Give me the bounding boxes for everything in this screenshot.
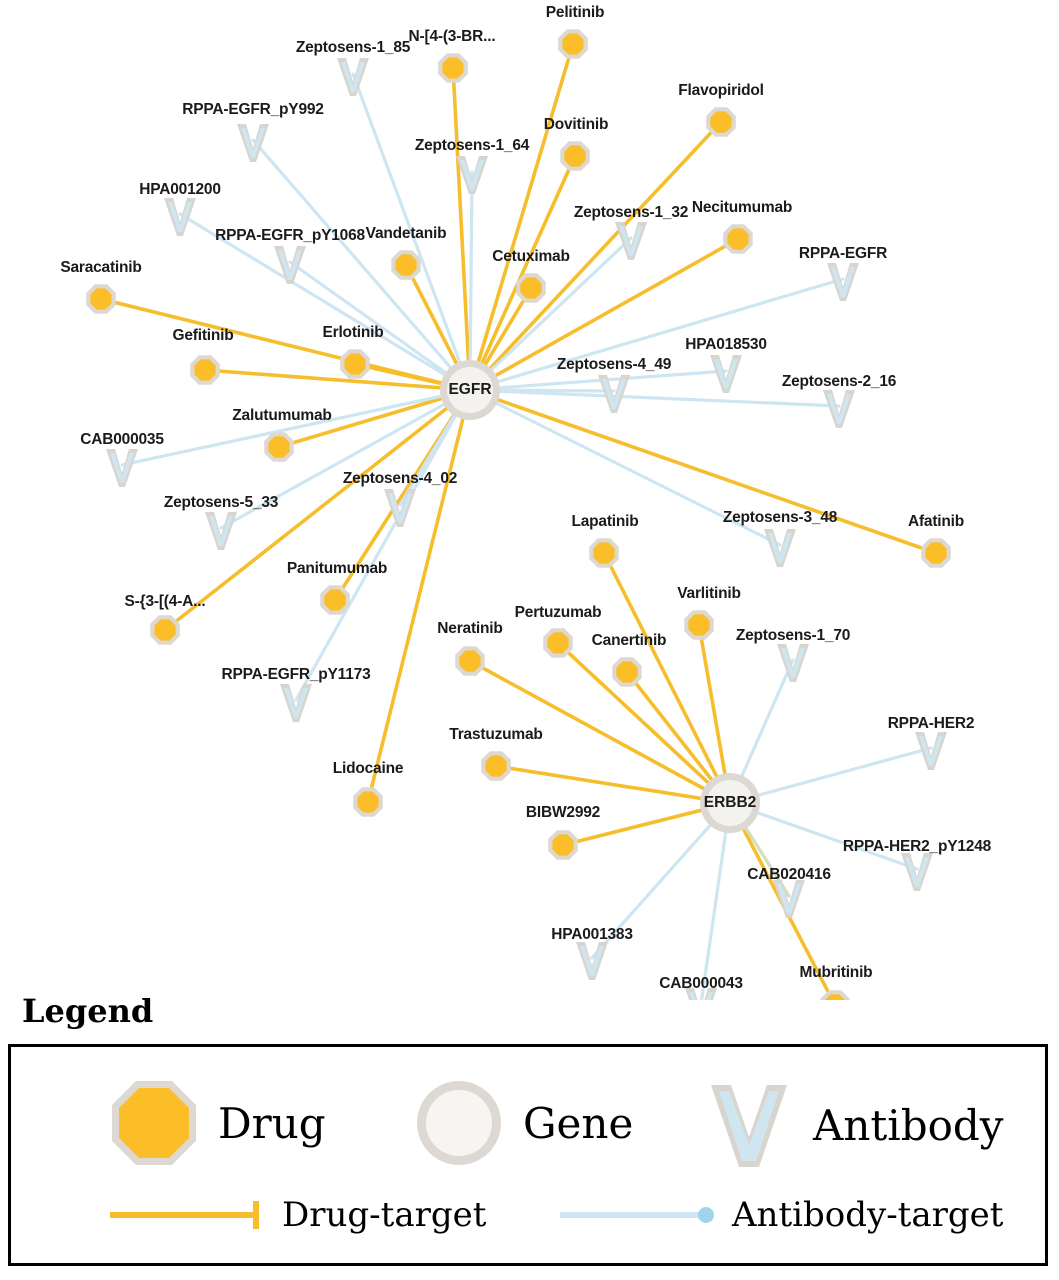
- antibody-node[interactable]: [205, 512, 237, 550]
- antibody-label: Zeptosens-4_02: [342, 470, 458, 487]
- drug-target-edge: [453, 68, 470, 390]
- drug-label: Zalutumumab: [232, 407, 332, 424]
- gene-label: EGFR: [448, 381, 492, 398]
- antibody-label: HPA001383: [551, 926, 633, 943]
- legend-antibody-target: [556, 1195, 1003, 1235]
- legend-drug: [106, 1075, 326, 1171]
- drug-label: Trastuzumab: [449, 726, 543, 743]
- drug-node[interactable]: [455, 646, 485, 676]
- antibody-node[interactable]: [764, 529, 796, 567]
- drug-node[interactable]: [150, 615, 180, 645]
- drug-node[interactable]: [820, 990, 850, 1000]
- antibody-label: Zeptosens-2_16: [781, 373, 897, 390]
- drug-label: Varlitinib: [677, 585, 741, 602]
- drug-label: Saracatinib: [60, 259, 142, 276]
- antibody-node[interactable]: [901, 853, 933, 891]
- legend-box: [8, 1044, 1048, 1266]
- legend-edges-row: [11, 1195, 1045, 1255]
- antibody-node[interactable]: [576, 942, 608, 980]
- antibody-label: RPPA-EGFR_pY1068: [215, 227, 365, 244]
- antibody-node[interactable]: [615, 222, 647, 260]
- drug-label: Necitumumab: [691, 199, 793, 216]
- drug-label: Afatinib: [907, 513, 965, 530]
- drug-target-edge: [470, 390, 936, 553]
- drug-node[interactable]: [706, 107, 736, 137]
- drug-target-edge: [470, 44, 573, 390]
- antibody-label: RPPA-EGFR_pY1173: [221, 666, 371, 683]
- antibody-label: RPPA-EGFR: [798, 245, 888, 262]
- drug-node[interactable]: [612, 657, 642, 687]
- drug-label: Lidocaine: [332, 760, 404, 777]
- antibody-node[interactable]: [773, 880, 805, 918]
- legend-drug-target-label: Drug-target: [282, 1195, 487, 1235]
- antibody-target-edge: [353, 74, 470, 390]
- legend-gene-label: Gene: [523, 1098, 634, 1148]
- antibody-label: Zeptosens-1_85: [295, 39, 411, 56]
- antibody-target-edge: [592, 803, 730, 958]
- drug-label: Panitumumab: [286, 560, 388, 577]
- antibody-label: CAB000035: [80, 431, 164, 448]
- antibody-label: RPPA-HER2: [887, 715, 975, 732]
- antibody-label: HPA018530: [685, 336, 767, 353]
- antibody-node[interactable]: [106, 449, 138, 487]
- legend-drug-label: Drug: [218, 1098, 326, 1148]
- antibody-target-edge: [470, 172, 472, 390]
- antibody-node[interactable]: [710, 355, 742, 393]
- antibody-label: Zeptosens-3_48: [722, 509, 838, 526]
- drug-label: Lapatinib: [571, 513, 639, 530]
- drug-label: Pertuzumab: [514, 604, 602, 621]
- legend-antibody: [701, 1075, 1003, 1175]
- antibody-node[interactable]: [274, 246, 306, 284]
- drug-node[interactable]: [516, 273, 546, 303]
- drug-node[interactable]: [558, 29, 588, 59]
- antibody-label: RPPA-HER2_pY1248: [842, 838, 992, 855]
- drug-node[interactable]: [320, 585, 350, 615]
- drug-label: N-[4-(3-BR...: [408, 28, 496, 45]
- drug-node[interactable]: [190, 355, 220, 385]
- legend-drug-target: [106, 1195, 486, 1235]
- drug-label: Neratinib: [437, 620, 503, 637]
- drug-label: Dovitinib: [543, 116, 609, 133]
- gene-label: ERBB2: [703, 794, 757, 811]
- antibody-node[interactable]: [280, 684, 312, 722]
- drug-label: Flavopiridol: [678, 82, 764, 99]
- antibody-label: RPPA-EGFR_pY992: [182, 101, 324, 118]
- circle-icon: [411, 1075, 507, 1171]
- drug-target-edge: [165, 390, 470, 630]
- drug-node[interactable]: [391, 250, 421, 280]
- drug-node[interactable]: [340, 349, 370, 379]
- drug-node[interactable]: [543, 628, 573, 658]
- drug-label: Canertinib: [591, 632, 667, 649]
- antibody-node[interactable]: [823, 390, 855, 428]
- drug-label: Mubritinib: [799, 964, 873, 981]
- drug-node[interactable]: [921, 538, 951, 568]
- legend-title: Legend: [22, 992, 154, 1030]
- legend-gene: [411, 1075, 633, 1171]
- antibody-label: Zeptosens-1_64: [414, 137, 530, 154]
- drug-node[interactable]: [723, 224, 753, 254]
- drug-node[interactable]: [353, 787, 383, 817]
- drug-label: Cetuximab: [492, 248, 570, 265]
- drug-node[interactable]: [548, 830, 578, 860]
- drug-target-edge: [470, 156, 575, 390]
- antibody-node[interactable]: [237, 124, 269, 162]
- drug-label: Pelitinib: [545, 4, 605, 21]
- drug-target-edge: [368, 390, 470, 802]
- legend-antibody-target-label: Antibody-target: [732, 1195, 1004, 1235]
- drug-label: S-{3-[(4-A...: [124, 593, 206, 610]
- legend-antibody-label: Antibody: [813, 1100, 1004, 1150]
- antibody-label: HPA001200: [139, 181, 221, 198]
- antibody-label: CAB020416: [747, 866, 831, 883]
- antibody-label: Zeptosens-1_70: [735, 627, 851, 644]
- chevron-icon: [701, 1075, 797, 1175]
- antibody-target-edge-icon: [556, 1195, 716, 1235]
- antibody-node[interactable]: [164, 198, 196, 236]
- antibody-target-edge: [730, 748, 931, 803]
- drug-label: BIBW2992: [525, 804, 601, 821]
- drug-node[interactable]: [589, 538, 619, 568]
- octagon-icon: [106, 1075, 202, 1171]
- legend-shapes-row: [11, 1057, 1045, 1177]
- drug-node[interactable]: [438, 53, 468, 83]
- antibody-target-edge: [470, 390, 839, 406]
- drug-node[interactable]: [86, 284, 116, 314]
- drug-label: Erlotinib: [322, 324, 384, 341]
- drug-node[interactable]: [684, 610, 714, 640]
- drug-target-edge-icon: [106, 1195, 266, 1235]
- antibody-target-edge: [470, 390, 780, 545]
- drug-label: Gefitinib: [172, 327, 234, 344]
- antibody-label: Zeptosens-5_33: [163, 494, 279, 511]
- antibody-node[interactable]: [384, 489, 416, 527]
- drug-node[interactable]: [264, 432, 294, 462]
- antibody-label: Zeptosens-4_49: [556, 356, 672, 373]
- antibody-target-edge: [122, 390, 470, 465]
- drug-node[interactable]: [560, 141, 590, 171]
- antibody-target-edge: [470, 371, 726, 390]
- antibody-label: CAB000043: [659, 975, 743, 992]
- drug-node[interactable]: [481, 751, 511, 781]
- drug-target-edge: [470, 122, 721, 390]
- drug-label: Vandetanib: [365, 225, 447, 242]
- antibody-label: Zeptosens-1_32: [573, 204, 689, 221]
